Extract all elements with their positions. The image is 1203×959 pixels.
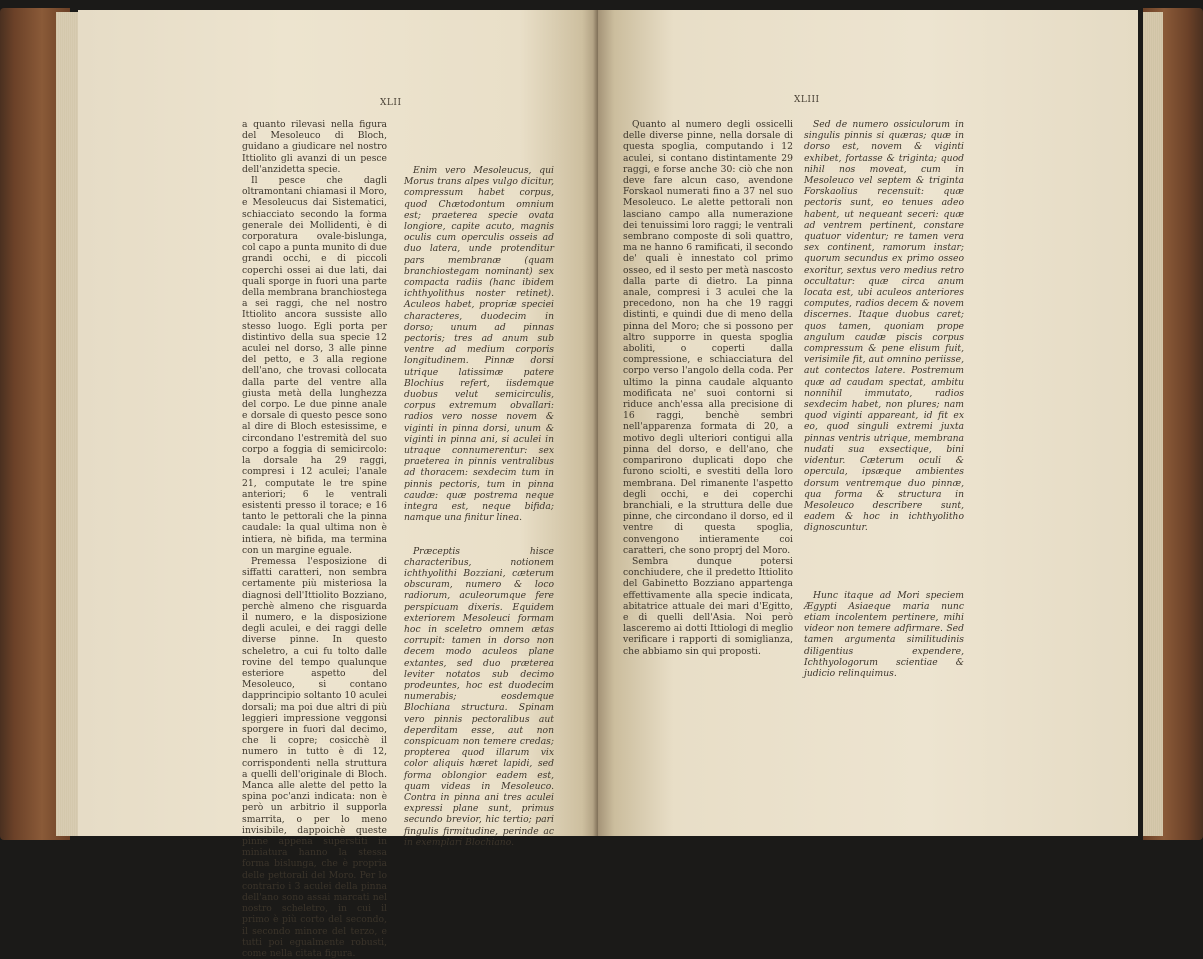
paragraph: Enim vero Mesoleucus, qui Morus trans alpes vulgo dicitur, compressum habet corpus, quod Chætodontum omnium est; praeterea specie ovata longiore, capite acuto, magnis oculis cum operculis osseis ad duo latera, unde protenditur pars membranæ (quam branchiostegam nominant) sex compacta radiis (hanc ibidem ichthyolithus noster retinet). Aculeos habet, propriæ speciei characteres, duodecim in dorso; unum ad pinnas pectoris; tres ad anum sub ventre ad medium corporis longitudinem. Pinnæ dorsi utrique latissimæ patere Blochius refert, iisdemque duobus velut semicirculis, corpus extremum obvallari: radios vero nosse novem & viginti in pinna dorsi, unum & viginti in pinna ani, si aculei in utraque connumerentur: sex praeterea in pinnis ventralibus ad thoracem: sexdecim tum in pinnis pectoris, tum in pinna caudæ: quæ postrema neque integra est, neque bifida; namque una finitur linea. (404, 165, 554, 524)
page-number-right: XLIII (794, 95, 820, 105)
paragraph: Hunc itaque ad Mori speciem Ægypti Asiaeque maria nunc etiam incolentem pertinere, mihi videor non temere adfirmare. Sed tamen argumenta similitudinis diligentius expendere, Ichthyologorum scientiae & judicio relinquimus. (804, 589, 964, 679)
italian-column-right (623, 119, 793, 657)
paragraph: Il pesce che dagli oltramontani chiamasi il Moro, e Mesoleucus dai Sistematici, schiacciato secondo la forma generale dei Mollidenti, è di corporatura ovale-bislunga, col capo a punta munito di due grandi occhi, e di piccoli coperchi ossei ai due lati, dai quali sporge in fuori una parte della membrana branchiostega a sei raggi, che nel nostro Ittiolito ancora sussiste allo stesso luogo. Egli porta per distintivo della sua specie 12 aculei nel dorso, 3 alle pinne del petto, e 3 alla regione dell'ano, che trovasi collocata dalla parte del ventre alla giusta metà della lunghezza del corpo. Le due pinne anale e dorsale di questo pesce sono al dire di Bloch estesissime, e circondano l'estremità del suo corpo a foggia di semicircolo: la dorsale ha 29 raggi, compresi i 12 aculei; l'anale 21, computate le tre spine anteriori; 6 le ventrali esistenti presso il torace; e 16 tanto le pettorali che la pinna caudale: la qual ultima non è intiera, nè bifida, ma termina con un margine eguale. (242, 175, 387, 556)
paragraph: Sembra dunque potersi conchiudere, che il predetto Ittiolito del Gabinetto Bozziano appartenga effettivamente alla specie indicata, abitatrice attuale dei mari d'Egitto, e di quelli dell'Asia. Noi però lasceremo ai dotti Ittiologi di meglio verificare i rapporti di somiglianza, che abbiamo sin qui proposti. (623, 555, 793, 657)
italian-column-left (242, 119, 387, 959)
paragraph: Sed de numero ossiculorum in singulis pinnis si quæras; quæ in dorso est, novem & viginti exhibet, fortasse & triginta; quod nihil nos moveat, cum in Mesoleuco vel septem & triginta Forskaolius recensuit: quæ pectoris sunt, eo tenues adeo habent, ut nequeant seceri: quæ ad ventrem pertinent, constare quatuor videntur; re tamen vera sex continent, ramorum instar; quorum secundus ex primo osseo exoritur, sextus vero medius retro occultatur: quæ circa anum locata est, ubi aculeos anteriores computes, radios decem & novem discernes. Itaque duobus caret; quos tamen, quoniam prope angulum caudæ piscis corpus compressum & pene elisum fuit, verisimile fit, aut omnino periisse, aut contectos latere. Postremum quæ ad caudam spectat, ambitu nonnihil immutato, radios sexdecim habet, non plures; nam quod viginti appareant, id fit ex eo, quod singuli extremi juxta pinnas ventris utrique, membrana nudati sua exsectique, bini videntur. Cæterum oculi & opercula, ipsæque ambientes dorsum ventremque duo pinnæ, qua forma & structura in Mesoleuco describere sunt, eadem & hoc in ichthyolitho dignoscuntur. (804, 119, 964, 534)
latin-column-right (804, 119, 964, 679)
paragraph: Quanto al numero degli ossicelli delle diverse pinne, nella dorsale di questa spoglia, computando i 12 aculei, si contano distintamente 29 raggi, e forse anche 30: ciò che non deve fare alcun caso, avendone Forskaol numerati fino a 37 nel suo Mesoleuco. Le alette pettorali non lasciano campo alla numerazione dei tenuissimi loro raggi; le ventrali sembrano composte di soli quattro, ma ne hanno 6 ramificati, il secondo de' quali è innestato col primo osseo, ed il sesto per metà nascosto dalla parte di dietro. La pinna anale, compresi i 3 aculei che la precedono, non ha che 19 raggi distinti, e quindi due di meno della pinna del Moro; che si possono per altro supporre in questa spoglia aboliti, o coperti dalla compressione, e schiacciatura del corpo verso l'angolo della coda. Per ultimo la pinna caudale alquanto modificata ne' suoi contorni si riduce anch'essa alla precisione di 16 raggi, benchè sembri nell'apparenza formata di 20, a motivo degli ulteriori contigui alla pinna del dorso, e dell'ano, che comparirono duplicati dopo che furono sciolti, e svestiti della loro membrana. Del rimanente l'aspetto degli occhi, e dei coperchi branchiali, e la struttura delle due pinne, che circondano il dorso, ed il ventre di questa spoglia, convengono intieramente coi caratteri, che sono proprj del Moro. (623, 119, 793, 556)
paragraph: Premessa l'esposizione di siffatti caratteri, non sembra certamente più misteriosa la diagnosi dell'Ittiolito Bozziano, perchè almeno che risguarda il numero, e la disposizione degli aculei, e dei raggi delle diverse pinne. In questo scheletro, a cui fu tolto dalle rovine del tempo qualunque esteriore aspetto del Mesoleuco, si contano dapprincipio soltanto 10 aculei dorsali; ma poi due altri di più leggieri impressione veggonsi sporgere in fuori dal decimo, che li copre; cosicchè il numero in tutto è di 12, corrispondenti nella struttura a quelli dell'originale di Bloch. Manca alle alette del petto la spina poc'anzi indicata: non è però un arbitrio il supporla smarrita, o per lo meno invisibile, dappoichè queste pinne appena superstiti in miniatura hanno la stessa forma bislunga, che è propria delle pettorali del Moro. Per lo contrario i 3 aculei della pinna dell'ano sono assai marcati nel nostro scheletro, in cui il primo è più corto del secondo, il secondo minore del terzo, e tutti poi egualmente robusti, come nella citata figura. (242, 555, 387, 959)
page-number-left: XLII (380, 98, 402, 108)
latin-column-left (404, 165, 554, 848)
right-page-edges (1143, 12, 1163, 836)
paragraph: Præceptis hisce characteribus, notionem ichthyolithi Bozziani, cæterum obscuram, numero & loco radiorum, aculeorumque fere perspicuam dixeris. Equidem exteriorem Mesoleuci formam hoc in sceletro omnem ætas corrupit: tamen in dorso non decem modo aculeos plane extantes, sed duo præterea leviter notatos sub decimo prodeuntes, hoc est duodecim numerabis; eosdemque Blochiana structura. Spinam vero pinnis pectoralibus aut deperditam esse, aut non conspicuam non temere credas; propterea quod illarum vix color aliquis hæret lapidi, sed forma oblongior eadem est, quam videas in Mesoleuco. Contra in pinna ani tres aculei expressi plane sunt, primus secundo brevior, hic tertio; pari fingulis firmitudine, perinde ac in exemplari Blochiano. (404, 545, 554, 848)
paragraph: a quanto rilevasi nella figura del Mesoleuco di Bloch, guidano a giudicare nel nostro Ittiolito gli avanzi di un pesce dell'anzidetta specie. (242, 119, 387, 175)
left-page (78, 10, 598, 959)
right-page (598, 10, 1138, 836)
